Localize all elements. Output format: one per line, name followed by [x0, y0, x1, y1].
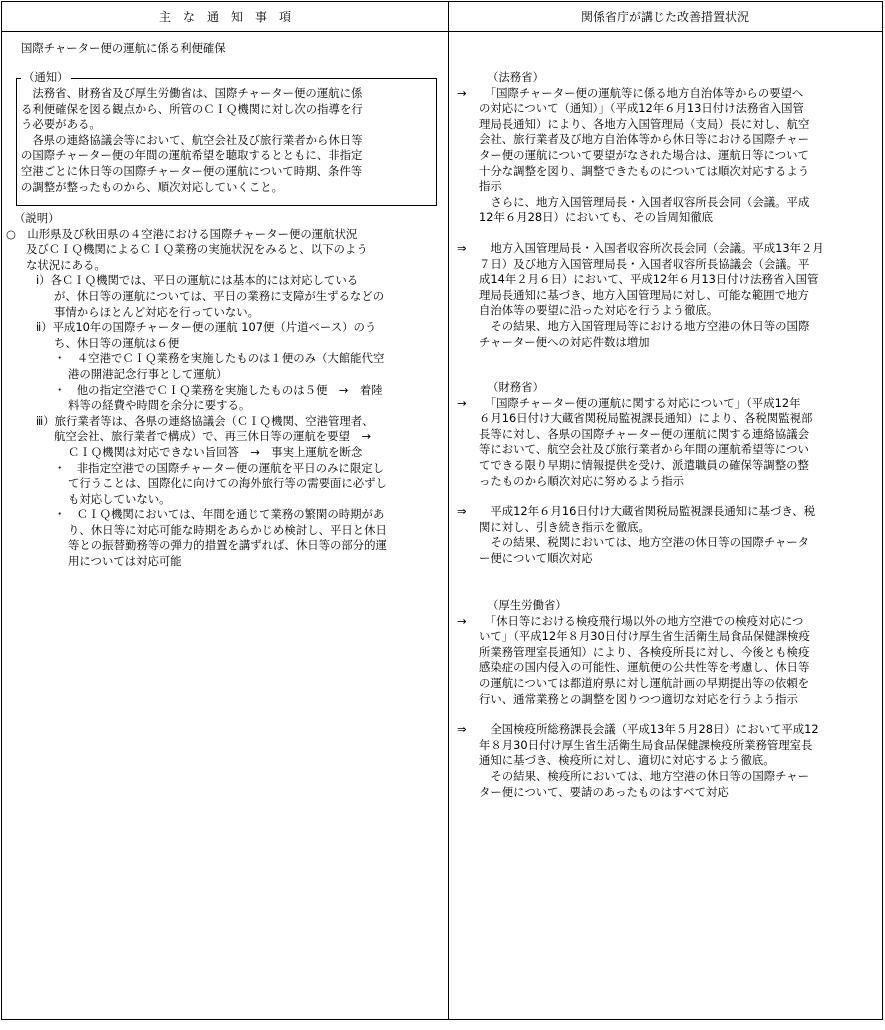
measure-line: 「国際チャーター便の運航等に係る地方自治体等からの要望へ: [479, 85, 804, 100]
measure-line: 長等に対し、各県の国際チャーター便の運航に関する連絡協議会: [479, 426, 809, 441]
comparison-table: [1, 1, 883, 1020]
measure-line: ったものから順次対応に努めるよう指示: [479, 473, 685, 488]
notice-body: [21, 86, 433, 195]
measure-line: 年８月30日付け厚生省生活衛生局食品保健課検疫所業務管理室長: [479, 737, 813, 752]
item-3-sub-line: 等との振替勤務等の弾力的措置を講ずれば、休日等の部分的運: [68, 538, 387, 553]
double-arrow-icon: ⇒: [457, 722, 467, 737]
item-3-sub-line: 用については対応可能: [68, 554, 182, 569]
section-title: （法務省）: [487, 70, 544, 84]
measure-line: 全国検疫所総務課長会議（平成13年５月28日）において平成12: [479, 722, 819, 737]
notice-label: （通知）: [23, 70, 69, 84]
measure-line: 会社、旅行業者及び地方自治体等から休日等における国際チャー: [479, 132, 809, 147]
measure-line: 成14年２月６日）において、平成12年６月13日付け法務省入国管: [479, 272, 819, 287]
section-health-labour: [449, 598, 882, 800]
explanation-intro-line: ○ 山形県及び秋田県の４空港における国際チャーター便の運航状況: [6, 226, 358, 241]
item-3-sub-line: ・ 非指定空港での国際チャーター便の運航を平日のみに限定し: [54, 460, 384, 475]
section-justice: [449, 70, 882, 350]
notice-line: 空港ごとに休日等の国際チャーター便の運航について時期、条件等: [21, 163, 363, 178]
item-2-sub-line: 料等の経費や時間を余分に要する。: [68, 398, 251, 413]
measure-line: ター便について、要請のあったものはすべて対応: [479, 784, 729, 799]
item-3-line: ＣＩＱ機関は対応できない旨回答 → 事実上運航を断念: [68, 444, 363, 459]
explanation-intro-line: 及びＣＩＱ機関によるＣＩＱ業務の実施状況をみると、以下のよう: [26, 242, 368, 257]
explanation-label: （説明）: [14, 211, 60, 225]
header-right: [448, 2, 882, 32]
measure-line: 感染症の国内侵入の可能性、運航便の公共性等を考慮し、休日等: [479, 660, 810, 675]
item-1-line: 事情からほとんど対応を行っていない。: [54, 304, 260, 319]
header-left-text: 主 な 通 知 事 項: [158, 10, 291, 24]
measure-line: 関に対し、引き続き指示を徹底。: [479, 519, 650, 534]
measure-line: その結果、検疫所においては、地方空港の休日等の国際チャー: [479, 768, 809, 783]
explanation-intro-line: な状況にある。: [26, 257, 106, 272]
notice-line: 法務省、財務省及び厚生労働省は、国際チャーター便の運航に係: [21, 86, 363, 100]
section-finance: [449, 380, 882, 567]
measure-line: の運航については都道府県に対し運航計画の早期提出等の依頼を: [479, 675, 810, 690]
measure-line: その結果、地方入国管理局等における地方空港の休日等の国際: [479, 318, 810, 333]
measure-line: 12年６月28日）においても、その旨周知徹底: [479, 210, 714, 225]
measure-line: ー便について順次対応: [479, 550, 593, 565]
measure-line: 平成12年６月16日付け大蔵省関税局監視課長通知に基づき、税: [479, 504, 816, 519]
item-2-sub-line: 港の開港記念行事として運航）: [68, 366, 228, 381]
notice-line: の国際チャーター便の年間の運航希望を聴取するとともに、非指定: [21, 148, 363, 163]
measure-line: 「国際チャーター便の運航に関する対応について」（平成12年: [479, 395, 801, 410]
item-2-line: ⅱ）平成10年の国際チャーター便の運航 107便（片道ベース）のう: [36, 320, 377, 335]
item-3-sub-line: て行うことは、国際化に向けての海外旅行等の需要面に必ずし: [68, 476, 387, 491]
double-arrow-icon: ⇒: [457, 504, 467, 519]
measure-line: いて」（平成12年８月30日付け厚生省生活衛生局食品保健課検疫: [479, 629, 810, 644]
item-2-sub-line: ・ ４空港でＣＩＱ業務を実施したものは１便のみ（大館能代空: [54, 351, 385, 366]
notice-line: う必要がある。: [21, 117, 101, 132]
item-3-line: 航空会社、旅行業者で構成）で、再三休日等の運航を要望 →: [54, 429, 371, 444]
measure-line: 「休日等における検疫飛行場以外の地方空港での検疫対応につ: [479, 613, 804, 628]
measure-line: ７日）及び地方入国管理局長・入国者収容所長協議会（会議。平: [479, 256, 810, 271]
explanation: [6, 211, 446, 570]
measure-line: 自治体等の要望に沿った対応を行うよう徹底。: [479, 303, 719, 318]
notice-box: [16, 70, 437, 206]
arrow-icon: →: [457, 85, 467, 100]
measure-block: [449, 722, 882, 800]
item-1-line: ⅰ）各ＣＩＱ機関では、平日の運航には基本的には対応している: [36, 273, 359, 288]
measure-line: チャーター便への対応件数は増加: [479, 334, 650, 349]
header-right-text: 関係省庁が講じた改善措置状況: [580, 10, 749, 24]
measure-line: 地方入国管理局長・入国者収容所次長会同（会議。平成13年２月: [479, 240, 824, 255]
measure-block: [449, 86, 882, 226]
measure-block: [449, 504, 882, 566]
topic-title: 国際チャーター便の運航に係る利便確保: [21, 41, 226, 55]
measure-line: 通知に基づき、検疫所に対し、適切に対応するよう徹底。: [479, 753, 775, 768]
section-title: （財務省）: [487, 380, 544, 394]
measure-line: 十分な調整を図り、調整できたものについては順次対応するよう: [479, 163, 810, 178]
arrow-icon: →: [457, 613, 467, 628]
item-3-sub-line: り、休日等に対応可能な時期をあらかじめ検討し、平日と休日: [68, 522, 387, 537]
measure-line: 指示: [479, 179, 502, 194]
notice-line: の調整が整ったものから、順次対応していくこと。: [21, 179, 283, 194]
measure-line: その結果、税関においては、地方空港の休日等の国際チャータ: [479, 535, 809, 550]
item-3-sub-line: ・ ＣＩＱ機関においては、年間を通じて業務の繁閑の時期があ: [54, 507, 385, 522]
header-left: [2, 2, 448, 32]
section-title: （厚生労働省）: [487, 598, 567, 612]
item-3-sub-line: も対応していない。: [68, 491, 171, 506]
measure-line: 所業務管理室長通知）により、各検疫所長に対し、今後とも検疫: [479, 644, 810, 659]
measure-line: の対応について（通知）」（平成12年６月13日付け法務省入国管: [479, 101, 804, 116]
measure-block: [449, 241, 882, 350]
measure-block: [449, 614, 882, 708]
measure-line: ６月16日付け大蔵省関税局監視課長通知）により、各税関監視部: [479, 411, 813, 426]
measure-line: さらに、地方入国管理局長・入国者収容所長会同（会議。平成: [479, 194, 810, 209]
item-2-line: ち、休日等の運航は６便: [54, 335, 180, 350]
item-3-line: ⅲ）旅行業者等は、各県の連絡協議会（ＣＩＱ機関、空港管理者、: [36, 413, 374, 428]
notice-line: る利便確保を図る観点から、所管のＣＩＱ機関に対し次の指導を行: [21, 101, 363, 116]
measure-line: 理局長通知）により、各地方入国管理局（支局）長に対し、航空: [479, 116, 810, 131]
item-1-line: が、休日等の運航については、平日の業務に支障が生ずるなどの: [54, 288, 385, 303]
item-2-sub-line: ・ 他の指定空港でＣＩＱ業務を実施したものは５便 → 着陸: [54, 382, 383, 397]
measure-line: 理局長通知に基づき、地方入国管理局に対し、可能な範囲で地方: [479, 287, 809, 302]
measure-line: 行い、通常業務との調整を図りつつ適切な対応を行うよう指示: [479, 691, 798, 706]
measure-line: ター便の運航について要望がなされた場合は、運航日等について: [479, 147, 809, 162]
notice-line: 各県の連絡協議会等において、航空会社及び旅行業者から休日等: [21, 132, 363, 147]
measure-line: てできる限り早期に情報提供を受け、派遣職員の確保等調整の整: [479, 457, 809, 472]
measure-block: [449, 396, 882, 490]
double-arrow-icon: ⇒: [457, 240, 467, 255]
arrow-icon: →: [457, 395, 467, 410]
measure-line: 等において、航空会社及び旅行業者から年間の運航希望等につい: [479, 442, 809, 457]
